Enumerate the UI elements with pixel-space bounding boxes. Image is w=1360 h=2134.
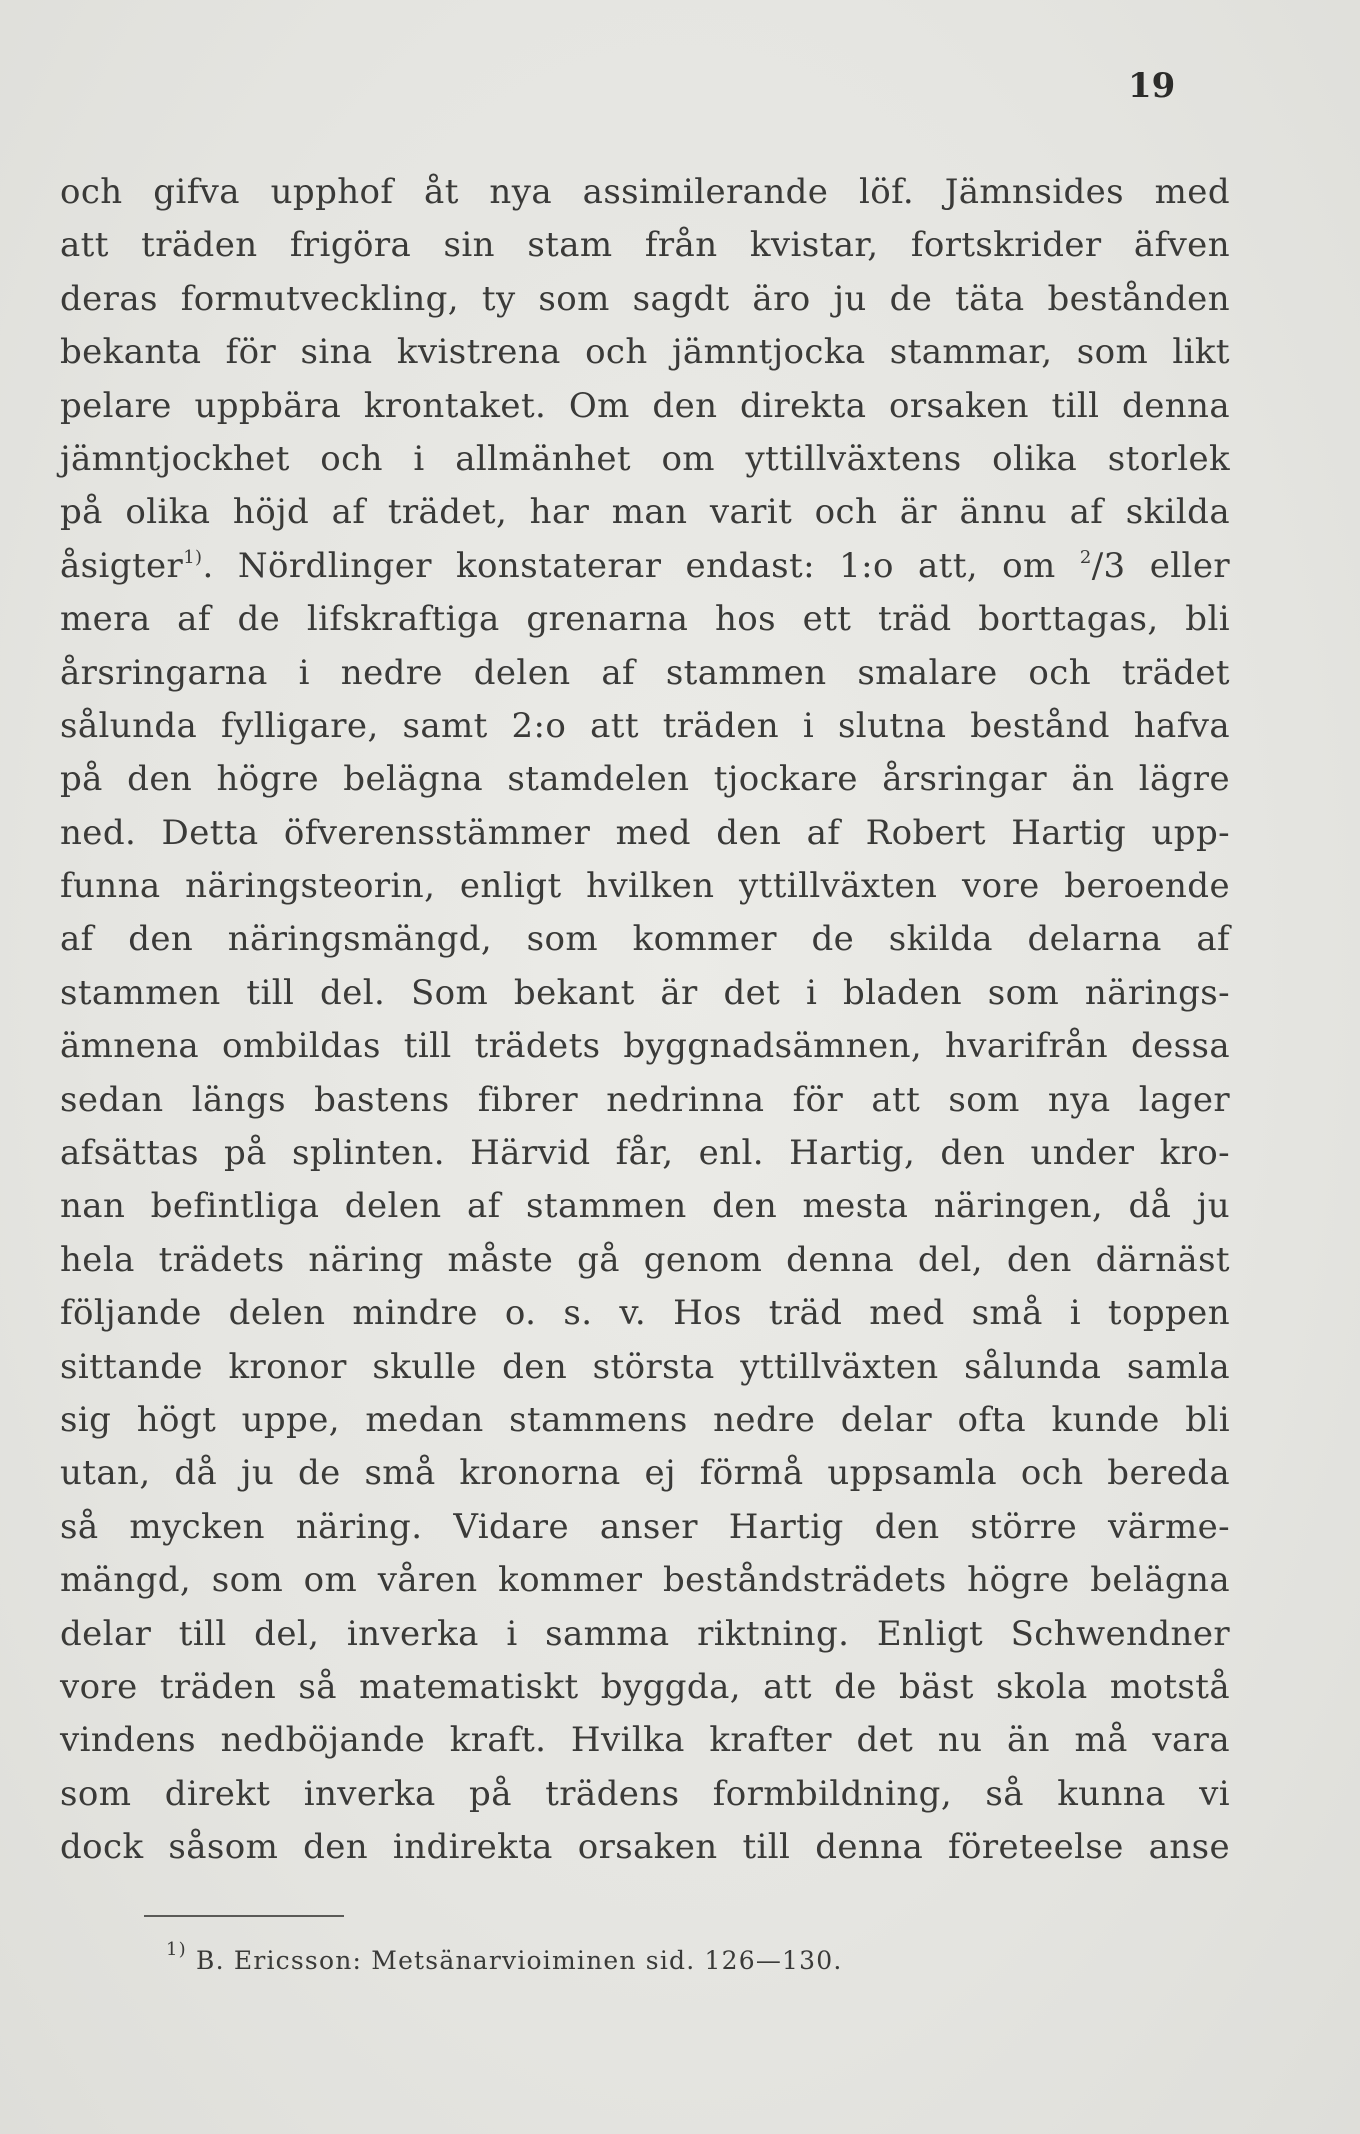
text-segment: /3 eller bbox=[1091, 545, 1230, 586]
body-text bbox=[60, 166, 1230, 1875]
page-number: 19 bbox=[1128, 66, 1176, 106]
text-line: sig högt uppe, medan stammens nedre delar ofta kunde bli bbox=[60, 1399, 1230, 1440]
text-line: följande delen mindre o. s. v. Hos träd med små i toppen bbox=[60, 1293, 1230, 1334]
text-line: dock såsom den indirekta orsaken till denna företeelse anse bbox=[60, 1827, 1230, 1868]
footnote-divider bbox=[144, 1915, 344, 1917]
text-line: vore träden så matematiskt byggda, att de bäst skola motstå bbox=[60, 1666, 1230, 1707]
footnote-text: B. Ericsson: Metsänarvioiminen sid. 126—130. bbox=[186, 1946, 843, 1975]
text-line: att träden frigöra sin stam från kvistar, fortskrider äfven bbox=[60, 225, 1230, 266]
text-line: nan befintliga delen af stammen den mesta näringen, då ju bbox=[60, 1186, 1230, 1227]
fraction-numerator: 2 bbox=[1079, 546, 1092, 568]
text-line: årsringarna i nedre delen af stammen smalare och trädet bbox=[60, 652, 1230, 693]
text-line: vindens nedböjande kraft. Hvilka krafter det nu än må vara bbox=[60, 1720, 1230, 1761]
text-segment: åsigter bbox=[60, 545, 184, 586]
text-line: afsättas på splinten. Härvid får, enl. Hartig, den under kro- bbox=[60, 1133, 1230, 1174]
text-line: jämntjockhet och i allmänhet om yttillväxtens olika storlek bbox=[60, 438, 1230, 479]
footnote-reference: 1) bbox=[183, 546, 203, 568]
text-line: så mycken näring. Vidare anser Hartig den större värme- bbox=[60, 1506, 1230, 1547]
text-line: stammen till del. Som bekant är det i bladen som närings- bbox=[60, 972, 1230, 1013]
text-line: sittande kronor skulle den största yttillväxten sålunda samla bbox=[60, 1346, 1230, 1387]
text-line: bekanta för sina kvistrena och jämntjocka stammar, som likt bbox=[60, 332, 1230, 373]
text-line: af den näringsmängd, som kommer de skilda delarna af bbox=[60, 919, 1230, 960]
text-line: delar till del, inverka i samma riktning. Enligt Schwendner bbox=[60, 1613, 1230, 1654]
text-line: som direkt inverka på trädens formbildning, så kunna vi bbox=[60, 1773, 1230, 1814]
text-segment: . Nördlinger konstaterar endast: 1:o att, om bbox=[202, 545, 1080, 586]
text-line: mängd, som om våren kommer beståndsträdets högre belägna bbox=[60, 1560, 1230, 1601]
text-line: hela trädets näring måste gå genom denna del, den därnäst bbox=[60, 1239, 1230, 1280]
text-line: pelare uppbära krontaket. Om den direkta orsaken till denna bbox=[60, 385, 1230, 426]
footnote bbox=[166, 1939, 843, 1975]
text-line: sålunda fylligare, samt 2:o att träden i slutna bestånd hafva bbox=[60, 705, 1230, 746]
text-line: och gifva upphof åt nya assimilerande löf. Jämnsides med bbox=[60, 172, 1230, 212]
text-line: deras formutveckling, ty som sagdt äro ju de täta bestånden bbox=[60, 278, 1230, 319]
text-line: funna näringsteorin, enligt hvilken yttillväxten vore beroende bbox=[60, 866, 1230, 907]
text-line-with-footnote-ref bbox=[60, 540, 1230, 593]
footnote-marker: 1) bbox=[166, 1939, 187, 1960]
text-line: ned. Detta öfverensstämmer med den af Robert Hartig upp- bbox=[60, 812, 1230, 853]
text-line: utan, då ju de små kronorna ej förmå uppsamla och bereda bbox=[60, 1453, 1230, 1494]
text-line: på den högre belägna stamdelen tjockare årsringar än lägre bbox=[60, 759, 1230, 800]
text-line: sedan längs bastens fibrer nedrinna för att som nya lager bbox=[60, 1079, 1230, 1120]
text-line: på olika höjd af trädet, har man varit och är ännu af skilda bbox=[60, 492, 1230, 533]
text-line: mera af de lifskraftiga grenarna hos ett träd borttagas, bli bbox=[60, 599, 1230, 640]
text-line: ämnena ombildas till trädets byggnadsämnen, hvarifrån dessa bbox=[60, 1026, 1230, 1067]
